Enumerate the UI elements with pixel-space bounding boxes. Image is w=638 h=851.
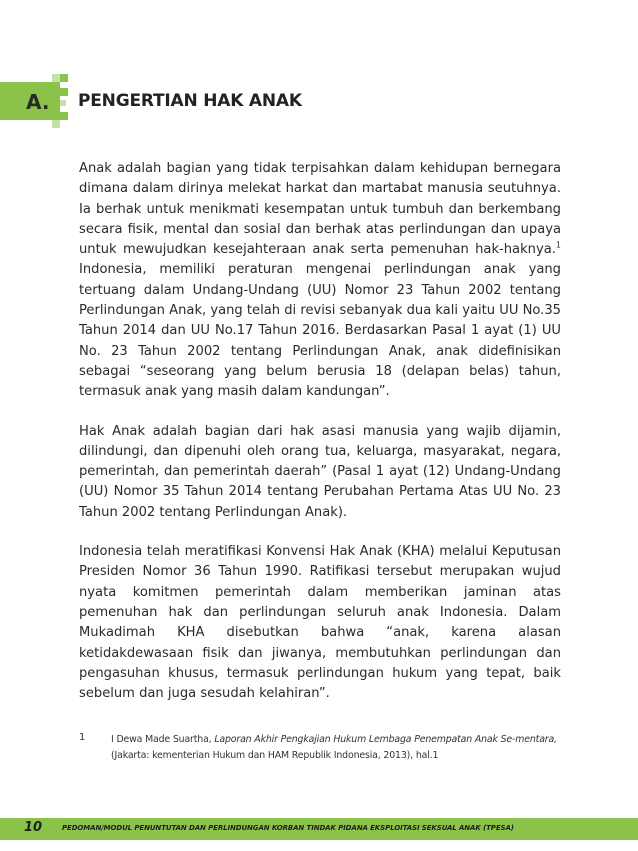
- footnote-index: 1: [79, 732, 86, 743]
- footnote-reference: 1: [555, 240, 561, 250]
- paragraph-1-text-continued: Indonesia, memiliki peraturan mengenai perlindungan anak yang tertuang dalam Undang-Undang (UU) Nomor 23 Tahun 2002 tentang Perlindungan Anak, yang telah di revisi sebanyak dua kali yaitu UU No.35 Tahun 2014 dan UU No.17 Tahun 2016. Berdasarkan Pasal 1 ayat (1) UU No. 23 Tahun 2002 tentang Perlindungan Anak, anak didefinisikan sebagai “seseorang yang belum berusia 18 (delapan belas) tahun, termasuk anak yang masih dalam kandungan”.: [79, 262, 561, 400]
- footnote-author: I Dewa Made Suartha,: [111, 734, 215, 745]
- page-number: 10: [24, 820, 43, 835]
- body-text: [79, 159, 561, 723]
- paragraph-3: Indonesia telah meratifikasi Konvensi Hak Anak (KHA) melalui Keputusan Presiden Nomor 36 Tahun 1990. Ratifikasi tersebut merupakan wujud nyata komitmen pemerintah dalam memberikan jaminan atas pemenuhan hak dan perlindungan seluruh anak Indonesia. Dalam Mukadimah KHA disebutkan bahwa “anak, karena alasan ketidakdewasaan fisik dan jiwanya, membutuhkan perlindungan dan pengasuhan khusus, termasuk perlindungan hukum yang tepat, baik sebelum dan juga sesudah kelahiran”.: [79, 544, 561, 702]
- section-letter: A.: [26, 90, 50, 114]
- paragraph-2: Hak Anak adalah bagian dari hak asasi manusia yang wajib dijamin, dilindungi, dan dipenuhi oleh orang tua, keluarga, masyarakat, negara, pemerintah, dan pemerintah daerah” (Pasal 1 ayat (12) Undang-Undang (UU) Nomor 35 Tahun 2014 tentang Perubahan Pertama Atas UU No. 23 Tahun 2002 tentang Perlindungan Anak).: [79, 423, 561, 520]
- running-title: PEDOMAN/MODUL PENUNTUTAN DAN PERLINDUNGAN KORBAN TINDAK PIDANA EKSPLOITASI SEKSUAL ANAK (TPESA): [62, 824, 514, 832]
- footnote-source: (Jakarta: kementerian Hukum dan HAM Republik Indonesia, 2013), hal.1: [111, 749, 439, 761]
- page-title: PENGERTIAN HAK ANAK: [78, 91, 302, 111]
- paragraph-1-text: Anak adalah bagian yang tidak terpisahkan dalam kehidupan bernegara dimana dalam dirinya melekat harkat dan martabat manusia seutuhnya. Ia berhak untuk menikmati kesempatan untuk tumbuh dan berkembang secara fisik, mental dan sosial dan berhak atas perlindungan dan upaya untuk mewujudkan kesejahteraan anak serta pemenuhan hak-haknya.: [79, 161, 561, 258]
- footnote: [79, 732, 561, 763]
- pixel-decoration: [60, 88, 68, 96]
- footer-bar: [0, 818, 638, 840]
- pixel-decoration: [60, 74, 68, 82]
- pixel-decoration: [60, 100, 66, 106]
- footnote-text: [111, 732, 561, 763]
- footnote-title: Laporan Akhir Pengkajian Hukum Lembaga Penempatan Anak Se-mentara,: [214, 734, 557, 745]
- pixel-decoration: [60, 112, 68, 120]
- pixel-decoration: [52, 74, 60, 82]
- section-marker: [0, 82, 60, 120]
- pixel-decoration: [52, 120, 60, 128]
- paragraph-1: [79, 159, 561, 403]
